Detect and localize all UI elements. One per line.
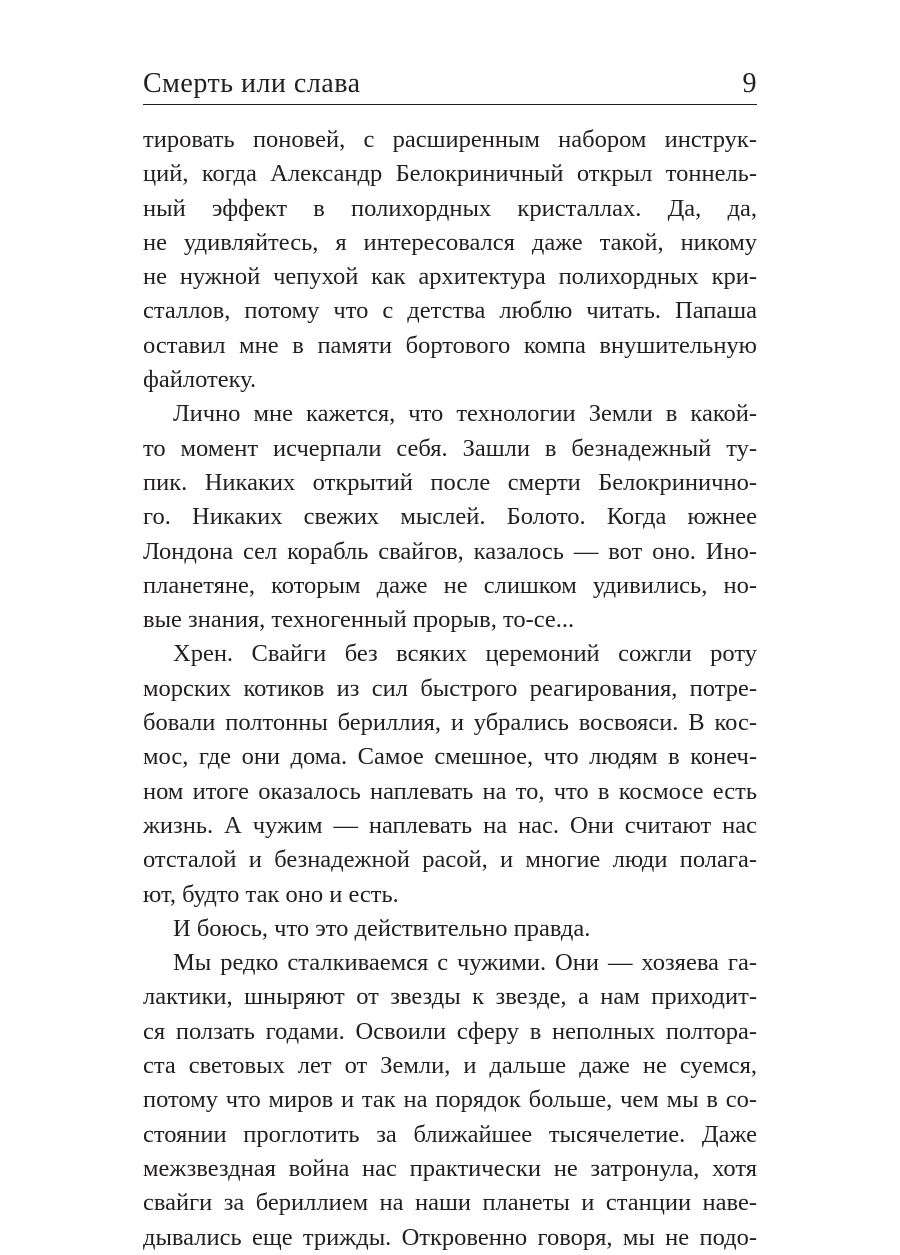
running-title: Смерть или слава bbox=[143, 68, 361, 99]
text-line: ный эффект в полихордных кристаллах. Да, да, bbox=[143, 194, 757, 222]
text-line: ста световых лет от Земли, и дальше даже не суемся, bbox=[143, 1052, 757, 1080]
running-header bbox=[143, 66, 757, 105]
text-line: ций, когда Александр Белокриничный открыл тоннель- bbox=[143, 160, 757, 188]
text-line: стоянии проглотить за ближайшее тысячелетие. Даже bbox=[143, 1120, 757, 1148]
text-line: ют, будто так оно и есть. bbox=[143, 880, 399, 908]
text-line: ном итоге оказалось наплевать на то, что в космосе есть bbox=[143, 777, 757, 805]
text-line: лактики, шныряют от звезды к звезде, а нам приходит- bbox=[143, 983, 757, 1011]
text-line: файлотеку. bbox=[143, 366, 257, 394]
text-line: Лично мне кажется, что технологии Земли в какой- bbox=[173, 400, 757, 428]
text-line: потому что миров и так на порядок больше, чем мы в со- bbox=[143, 1086, 757, 1114]
text-line: ся ползать годами. Освоили сферу в неполных полтора- bbox=[143, 1017, 757, 1045]
text-line: тировать поновей, с расширенным набором инструк- bbox=[143, 126, 757, 153]
text-line: межзвездная война нас практически не затронула, хотя bbox=[143, 1154, 757, 1182]
text-line: свайги за бериллием на наши планеты и станции наве- bbox=[143, 1189, 757, 1217]
text-line: отсталой и безнадежной расой, и многие люди полага- bbox=[143, 846, 757, 874]
text-line: И боюсь, что это действительно правда. bbox=[173, 914, 591, 942]
text-line: вые знания, техногенный прорыв, то-се... bbox=[143, 606, 575, 634]
text-line: оставил мне в памяти бортового компа внушительную bbox=[143, 331, 757, 359]
text-line: мос, где они дома. Самое смешное, что людям в конеч- bbox=[143, 743, 757, 771]
text-line: морских котиков из сил быстрого реагирования, потре- bbox=[143, 674, 757, 702]
page-number: 9 bbox=[742, 68, 757, 99]
text-line: Мы редко сталкиваемся с чужими. Они — хозяева га- bbox=[173, 949, 757, 977]
text-line: дывались еще трижды. Откровенно говоря, мы не подо- bbox=[143, 1223, 757, 1251]
text-line: бовали полтонны бериллия, и убрались восвояси. В кос- bbox=[143, 709, 757, 737]
text-line: Лондона сел корабль свайгов, казалось — вот оно. Ино- bbox=[143, 537, 757, 565]
text-line: не удивляйтесь, я интересовался даже такой, никому bbox=[143, 228, 757, 256]
text-line: го. Никаких свежих мыслей. Болото. Когда южнее bbox=[143, 503, 757, 531]
text-line: жизнь. А чужим — наплевать на нас. Они считают нас bbox=[143, 811, 757, 839]
book-page bbox=[143, 66, 757, 1251]
body-text bbox=[143, 123, 757, 1255]
text-line: пик. Никаких открытий после смерти Белокринично- bbox=[143, 468, 757, 496]
text-line: то момент исчерпали себя. Зашли в безнадежный ту- bbox=[143, 434, 757, 462]
text-line: Хрен. Свайги без всяких церемоний сожгли роту bbox=[173, 640, 757, 668]
text-line: планетяне, которым даже не слишком удивились, но- bbox=[143, 571, 757, 599]
text-line: не нужной чепухой как архитектура полихордных кри- bbox=[143, 263, 757, 291]
text-line: сталлов, потому что с детства люблю читать. Папаша bbox=[143, 297, 757, 325]
